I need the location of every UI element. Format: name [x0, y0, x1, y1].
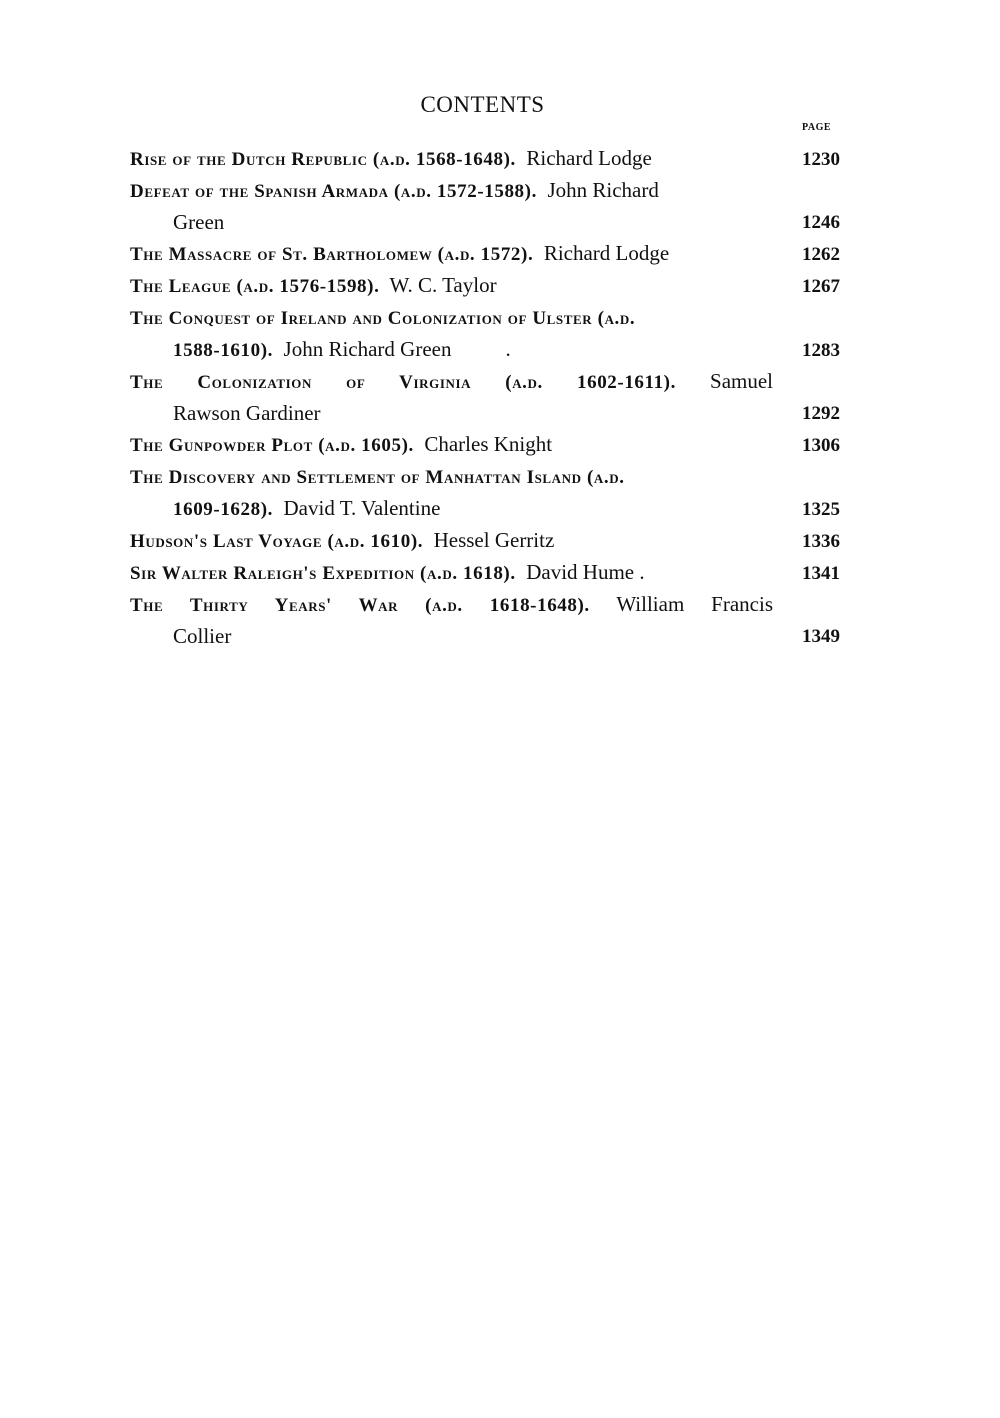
entry-title: Hudson's Last Voyage (a.d. 1610).: [130, 531, 424, 552]
entry-author-continued: Rawson Gardiner: [173, 401, 321, 425]
entry-title: The Colonization of Virginia (a.d. 1602-1611).: [130, 372, 676, 393]
entry-author: John Richard Green: [283, 337, 452, 361]
entry-page-number: 1230: [802, 149, 840, 170]
toc-entry[interactable]: [130, 589, 840, 652]
entry-title: The Massacre of St. Bartholomew (a.d. 1572).: [130, 244, 534, 265]
toc-entry[interactable]: [130, 525, 840, 557]
entry-author: David T. Valentine: [283, 496, 441, 520]
entry-title: The Thirty Years' War (a.d. 1618-1648).: [130, 595, 590, 616]
entry-author: William Francis: [616, 592, 774, 616]
entry-page-number: 1267: [802, 276, 840, 297]
toc-entry[interactable]: [130, 270, 840, 302]
toc-entry[interactable]: [130, 175, 840, 238]
entry-author-continued: Green: [173, 210, 225, 234]
entry-title: The Conquest of Ireland and Colonization of Ulster (a.d.: [130, 308, 636, 329]
entry-author: Samuel: [710, 369, 774, 393]
page-column-label: PAGE: [802, 122, 832, 133]
entry-page-number: 1292: [802, 403, 840, 424]
entry-title: The League (a.d. 1576-1598).: [130, 276, 380, 297]
toc-entry[interactable]: [130, 429, 840, 461]
entry-author: Charles Knight: [424, 432, 553, 456]
entry-title: Sir Walter Raleigh's Expedition (a.d. 1618).: [130, 563, 516, 584]
entry-author: Hessel Gerritz: [433, 528, 555, 552]
entry-page-number: 1336: [802, 531, 840, 552]
entry-author: David Hume .: [526, 560, 645, 584]
entry-author: W. C. Taylor: [389, 273, 497, 297]
entry-author: Richard Lodge: [526, 146, 652, 170]
entry-title-continued: 1588-1610).: [173, 340, 274, 361]
entry-page-number: 1306: [802, 435, 840, 456]
entry-page-number: 1349: [802, 626, 840, 647]
toc-entry[interactable]: [130, 143, 840, 175]
entry-author: John Richard: [547, 178, 659, 202]
entry-title-continued: 1609-1628).: [173, 499, 274, 520]
entry-page-number: 1246: [802, 212, 840, 233]
entry-title: Defeat of the Spanish Armada (a.d. 1572-1588).: [130, 181, 537, 202]
table-of-contents: [130, 143, 840, 652]
entry-author-continued: Collier: [173, 624, 232, 648]
entry-page-number: 1283: [802, 340, 840, 361]
entry-title: Rise of the Dutch Republic (a.d. 1568-1648).: [130, 149, 516, 170]
toc-entry[interactable]: [130, 366, 840, 429]
toc-entry[interactable]: [130, 461, 840, 525]
toc-entry[interactable]: [130, 302, 840, 366]
toc-entry[interactable]: [130, 557, 840, 589]
toc-entry[interactable]: [130, 238, 840, 270]
entry-page-number: 1262: [802, 244, 840, 265]
page-title: CONTENTS: [420, 92, 545, 117]
entry-page-number: 1325: [802, 499, 840, 520]
entry-author: Richard Lodge: [543, 241, 670, 265]
entry-title: The Discovery and Settlement of Manhattan Island (a.d.: [130, 467, 625, 488]
dot-leader: .: [505, 337, 511, 361]
entry-title: The Gunpowder Plot (a.d. 1605).: [130, 435, 414, 456]
entry-page-number: 1341: [802, 563, 840, 584]
